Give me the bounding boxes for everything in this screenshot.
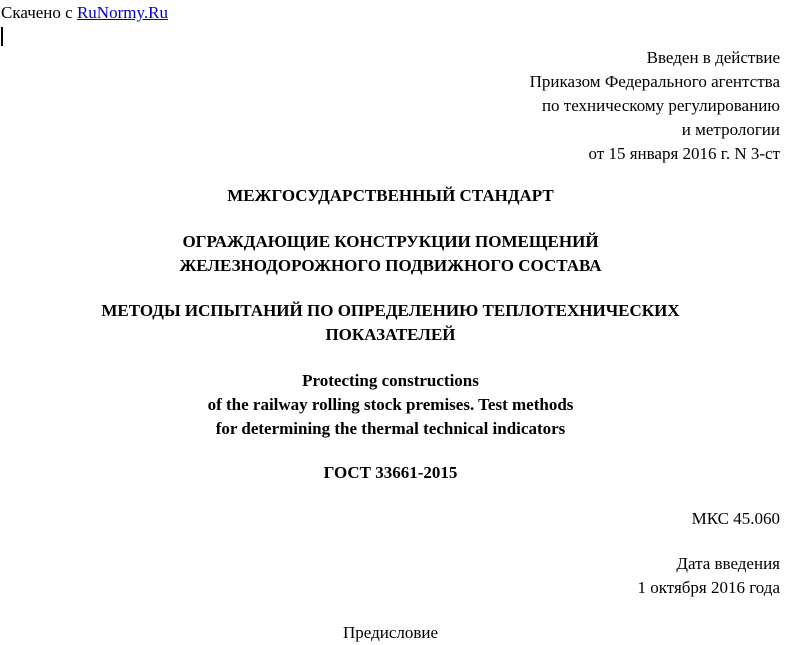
title-line: ОГРАЖДАЮЩИЕ КОНСТРУКЦИИ ПОМЕЩЕНИЙ [182, 232, 599, 251]
approval-block [530, 46, 780, 166]
introduction-date-block [637, 552, 780, 600]
title-line: ПОКАЗАТЕЛЕЙ [325, 325, 456, 344]
title-ru-part1 [0, 230, 781, 278]
title-line: ЖЕЛЕЗНОДОРОЖНОГО ПОДВИЖНОГО СОСТАВА [179, 256, 602, 275]
title-line: МЕТОДЫ ИСПЫТАНИЙ ПО ОПРЕДЕЛЕНИЮ ТЕПЛОТЕХНИЧЕСКИХ [101, 301, 680, 320]
introduction-date-label: Дата введения [676, 554, 780, 573]
approval-line: от 15 января 2016 г. N 3-ст [588, 144, 780, 163]
approval-line: Приказом Федерального агентства [529, 72, 780, 91]
approval-line: по техническому регулированию [541, 96, 780, 115]
title-en-line: of the railway rolling stock premises. Test methods [207, 395, 574, 414]
title-en-line: Protecting constructions [302, 371, 479, 390]
approval-line: Введен в действие [646, 48, 780, 67]
source-prefix: Скачено с [1, 3, 73, 22]
approval-line: и метрологии [681, 120, 780, 139]
gost-number: ГОСТ 33661-2015 [323, 463, 458, 482]
title-en [0, 369, 781, 441]
introduction-date-value: 1 октября 2016 года [637, 578, 780, 597]
source-line [1, 2, 168, 24]
standard-type-heading: МЕЖГОСУДАРСТВЕННЫЙ СТАНДАРТ [227, 186, 554, 205]
mks-code: МКС 45.060 [691, 509, 780, 528]
source-link[interactable]: RuNormy.Ru [76, 3, 168, 22]
title-en-line: for determining the thermal technical indicators [215, 419, 566, 438]
foreword-heading: Предисловие [342, 623, 439, 642]
title-ru-part2 [0, 299, 781, 347]
text-cursor [1, 27, 3, 46]
